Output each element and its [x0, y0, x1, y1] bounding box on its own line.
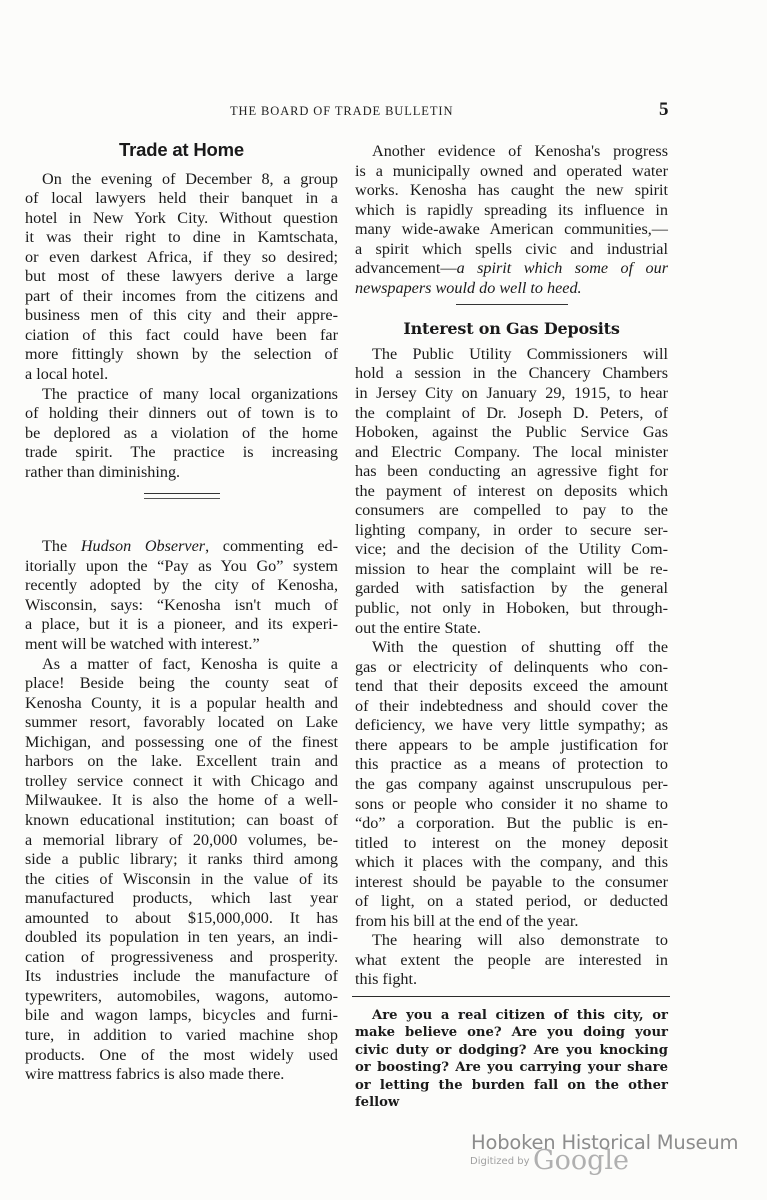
callout-line: Are you a real citizen of this city, or — [372, 1007, 668, 1023]
text-line: or even darkest Africa, if they so desired; — [25, 247, 338, 266]
text-line: ture, in addition to varied machine shop — [25, 1025, 338, 1044]
text-line: harbors on the lake. Excellent train and — [25, 752, 338, 771]
watermark-institution: Hoboken Historical Museum — [471, 1131, 739, 1154]
italic-text: a spirit which some of our — [456, 259, 668, 278]
text-line — [355, 259, 668, 279]
text-line: which is rapidly spreading its influence in — [355, 200, 668, 219]
section-divider — [352, 996, 670, 997]
text-line: lighting company, in order to secure ser- — [355, 520, 668, 539]
text-line: Hoboken, against the Public Service Gas — [355, 423, 668, 442]
text-line: a local hotel. — [25, 365, 109, 384]
text-line: but most of these lawyers derive a large — [25, 267, 338, 286]
text-line: With the question of shutting off the — [372, 638, 668, 657]
text-line: which it places with the company, and this — [355, 853, 668, 872]
text-line: is a municipally owned and operated water — [355, 161, 668, 180]
text-line — [355, 279, 668, 299]
text-line: sons or people who consider it no shame to — [355, 794, 668, 813]
paragraph — [355, 931, 668, 990]
paragraph — [25, 655, 338, 1085]
text-line: the complaint of Dr. Joseph D. Peters, of — [355, 403, 668, 422]
article-heading-trade-at-home: Trade at Home — [119, 139, 244, 160]
paragraph — [355, 142, 668, 298]
paragraph — [25, 170, 338, 385]
text-line: business men of this city and their appre- — [25, 306, 338, 325]
text-line: Wisconsin, says: “Kenosha isn't much of — [25, 595, 338, 614]
left-column — [25, 138, 338, 1085]
paragraph — [25, 385, 338, 483]
text-line: has been conducting an agressive fight for — [355, 462, 668, 481]
text-line: hold a session in the Chancery Chambers — [355, 364, 668, 383]
text-line: it was their right to dine in Kamtschata, — [25, 228, 338, 247]
text-line: the payment of interest on deposits which — [355, 481, 668, 500]
text-line: place! Beside being the county seat of — [25, 674, 338, 693]
text-line: Michigan, and possessing one of the finest — [25, 732, 338, 751]
text-line: cation of progressiveness and prosperity. — [25, 947, 338, 966]
text-line: garded with satisfaction by the general — [355, 579, 668, 598]
text-line: The Hudson Observer, commenting ed- — [42, 537, 338, 556]
text-line: there appears to be ample justification for — [355, 735, 668, 754]
text-line: Kenosha County, it is a popular health and — [25, 693, 338, 712]
paragraph — [355, 638, 668, 931]
text-line: titled to interest on the money deposit — [355, 833, 668, 852]
publication-title: THE BOARD OF TRADE BULLETIN — [230, 104, 454, 118]
text-line: products. One of the most widely used — [25, 1045, 338, 1064]
text-line: of light, on a stated period, or deducted — [355, 892, 668, 911]
text-line: doubled its population in ten years, an indi- — [25, 928, 338, 947]
text-line: this fight. — [355, 970, 418, 989]
text-line: the gas company against unscrupulous per- — [355, 774, 668, 793]
text-line: As a matter of fact, Kenosha is quite a — [42, 654, 338, 673]
text-line: The hearing will also demonstrate to — [372, 931, 668, 950]
text-line: mission to hear the complaint will be re- — [355, 559, 668, 578]
text-line: side a public library; it ranks third among — [25, 850, 338, 869]
callout-line: or letting the burden fall on the other fellow — [355, 1077, 668, 1111]
article-heading-interest-on-gas-deposits: Interest on Gas Deposits — [403, 319, 620, 339]
text-line: On the evening of December 8, a group — [42, 169, 338, 188]
text-line: this practice as a means of protection to — [355, 755, 668, 774]
text-line: trolley service connect it with Chicago and — [25, 771, 338, 790]
civic-callout — [355, 1007, 668, 1112]
text-line: summer resort, favorably located on Lake — [25, 713, 338, 732]
text-line: recently adopted by the city of Kenosha, — [25, 576, 338, 595]
text-line: part of their incomes from the citizens and — [25, 286, 338, 305]
text-line: typewriters, automobiles, wagons, automo- — [25, 986, 338, 1005]
text-line: of holding their dinners out of town is to — [25, 404, 338, 423]
text-line: the cities of Wisconsin in the value of its — [25, 869, 338, 888]
text-line: from his bill at the end of the year. — [355, 911, 579, 930]
text-line: The Public Utility Commissioners will — [372, 344, 668, 363]
text-line: more fittingly shown by the selection of — [25, 345, 338, 364]
google-logo: Google — [533, 1145, 629, 1176]
section-divider — [456, 304, 568, 305]
text-line: Milwaukee. It is also the home of a well- — [25, 791, 338, 810]
paragraph — [355, 345, 668, 638]
text-line: of local lawyers held their banquet in a — [25, 189, 338, 208]
text-line: many wide-awake American communities,— — [355, 220, 668, 239]
text-line: a spirit which spells civic and industrial — [355, 239, 668, 258]
text-line: tend that their deposits exceed the amount — [355, 677, 668, 696]
text-line: out the entire State. — [355, 618, 481, 637]
text-line: Another evidence of Kenosha's progress — [372, 142, 668, 160]
italic-text: newspapers would do well to heed. — [355, 278, 582, 297]
text-line: interest should be payable to the consumer — [355, 872, 668, 891]
text-line: a place, but it is a pioneer, and its experi- — [25, 615, 338, 634]
text-line: ment will be watched with interest.” — [25, 635, 260, 654]
text-line: deficiency, we have very little sympathy; as — [355, 716, 668, 735]
italic-text: Hudson Observer — [80, 537, 206, 556]
text-line: gas or electricity of delinquents who con- — [355, 657, 668, 676]
text-line: itorially upon the “Pay as You Go” system — [25, 556, 338, 575]
text-line: public, not only in Hoboken, but through- — [355, 599, 668, 618]
text-line: what extent the people are interested in — [355, 950, 668, 969]
text-line: works. Kenosha has caught the new spirit — [355, 181, 668, 200]
text-line: a memorial library of 20,000 volumes, be- — [25, 830, 338, 849]
text-line: of their indebtedness and should cover the — [355, 696, 668, 715]
text-line: hotel in New York City. Without question — [25, 208, 338, 227]
callout-line: civic duty or dodging? Are you knocking — [355, 1042, 668, 1058]
text-line: wire mattress fabrics is also made there. — [25, 1065, 285, 1084]
text-line: amounted to about $15,000,000. It has — [25, 908, 338, 927]
right-column — [355, 142, 668, 1112]
paragraph — [25, 537, 338, 654]
text-fragment: advancement— — [355, 259, 457, 278]
page-header — [0, 101, 767, 121]
page-number: 5 — [659, 99, 669, 120]
callout-line: make believe one? Are you doing your — [355, 1025, 668, 1041]
text-line: Its industries include the manufacture of — [25, 967, 338, 986]
watermark-digitized-by: Digitized by — [470, 1156, 530, 1167]
text-line: vice; and the decision of the Utility Com- — [355, 540, 668, 559]
text-line: and Electric Company. The local minister — [355, 442, 668, 461]
callout-line: or boosting? Are you carrying your share — [355, 1060, 668, 1076]
text-line: known educational institution; can boast of — [25, 810, 338, 829]
text-line: consumers are compelled to pay to the — [355, 501, 668, 520]
text-line: trade spirit. The practice is increasing — [25, 443, 338, 462]
text-line: manufactured products, which last year — [25, 889, 338, 908]
text-line: “do” a corporation. But the public is en- — [355, 814, 668, 833]
text-line: be deplored as a violation of the home — [25, 423, 338, 442]
text-line: in Jersey City on January 29, 1915, to hear — [355, 384, 668, 403]
text-line: ciation of this fact could have been far — [25, 325, 338, 344]
text-line: The practice of many local organizations — [42, 384, 338, 403]
text-line: bile and wagon lamps, bicycles and furni- — [25, 1006, 338, 1025]
text-line: rather than diminishing. — [25, 462, 181, 481]
